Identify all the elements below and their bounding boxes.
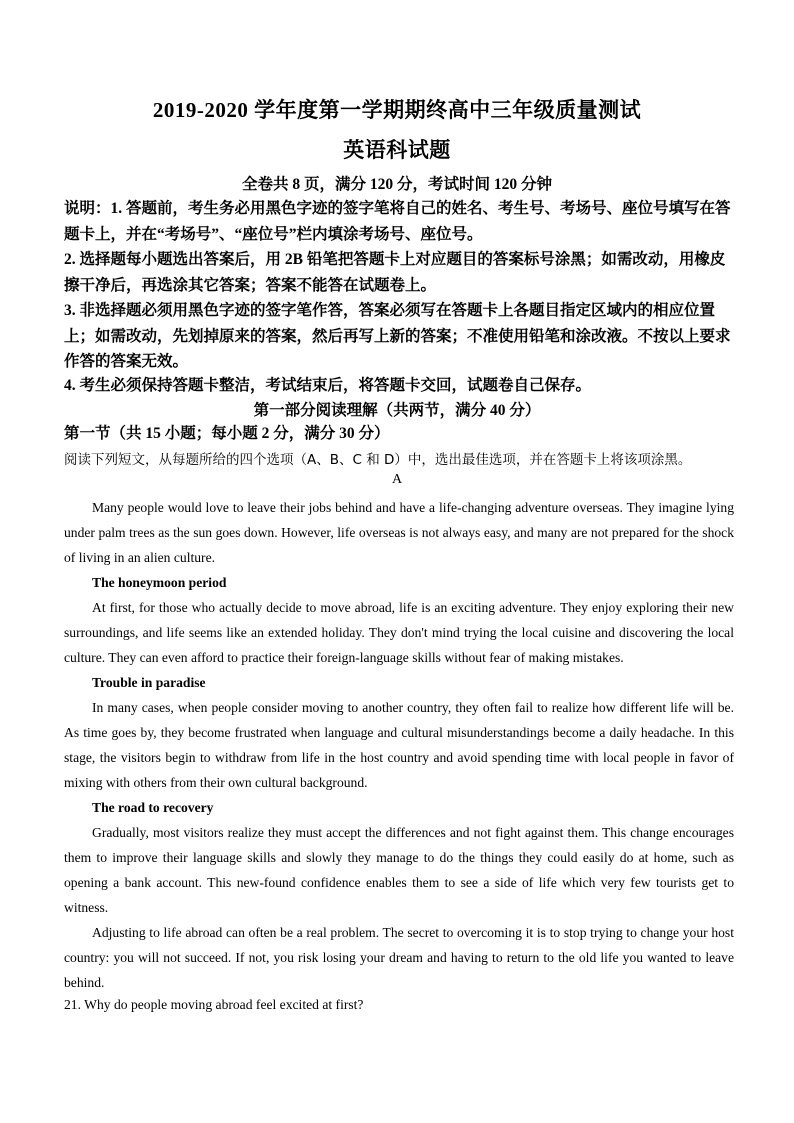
part-title: 第一部分阅读理解（共两节，满分 40 分） bbox=[253, 402, 541, 419]
exam-info: 全卷共 8 页，满分 120 分，考试时间 120 分钟 bbox=[241, 176, 552, 193]
paragraph-trouble: In many cases, when people consider moving to another country, they often fail to realize how different life will be. As time goes by, they become frustrated when language and cultural misunderstandings become a daily headache. In this stage, the visitors begin to withdraw from life in the host country and avoid spending time with local people in favor of mixing with others from their own cultural background. bbox=[64, 700, 734, 790]
paragraph-adjusting: Adjusting to life abroad can often be a real problem. The secret to overcoming it is to stop trying to change your host country: you will not succeed. If not, you risk losing your dream and having to return to the old life you wanted to leave behind. bbox=[64, 925, 734, 990]
passage bbox=[64, 495, 734, 995]
section-title: 第一节（共 15 小题；每小题 2 分，满分 30 分） bbox=[64, 425, 390, 442]
instruction-4: 4. 考生必须保持答题卡整洁，考试结束后，将答题卡交回，试题卷自己保存。 bbox=[64, 377, 592, 394]
question-21: 21. Why do people moving abroad feel excited at first? bbox=[64, 997, 364, 1012]
instruction-1: 说明：1. 答题前，考生务必用黑色字迹的签字笔将自己的姓名、考生号、考场号、座位号填写在答题卡上，并在“考场号”、“座位号”栏内填涂考场号、座位号。 bbox=[64, 200, 731, 243]
passage-label: A bbox=[391, 472, 403, 487]
paragraph-recovery: Gradually, most visitors realize they must accept the differences and not fight against them. This change encourages them to improve their language skills and slowly they manage to do the things they could easily do at home, such as opening a bank account. This new-found confidence enables them to see a side of life which very few tourists get to witness. bbox=[64, 825, 734, 915]
reading-direction: 阅读下列短文，从每题所给的四个选项（A、B、C 和 D）中，选出最佳选项，并在答题卡上将该项涂黑。 bbox=[64, 452, 692, 468]
instruction-3: 3. 非选择题必须用黑色字迹的签字笔作答，答案必须写在答题卡上各题目指定区域内的相应位置上；如需改动，先划掉原来的答案，然后再写上新的答案；不准使用铅笔和涂改液。不按以上要求作答的答案无效。 bbox=[64, 302, 731, 370]
heading-honeymoon: The honeymoon period bbox=[92, 575, 227, 590]
heading-recovery: The road to recovery bbox=[92, 800, 214, 815]
passage-intro: Many people would love to leave their jobs behind and have a life-changing adventure overseas. They imagine lying under palm trees as the sun goes down. However, life overseas is not always easy, and many are not prepared for the shock of living in an alien culture. bbox=[64, 500, 734, 565]
exam-title: 2019-2020 学年度第一学期期终高中三年级质量测试 bbox=[152, 98, 642, 122]
subject-title: 英语科试题 bbox=[343, 138, 451, 162]
heading-trouble: Trouble in paradise bbox=[92, 675, 206, 690]
paragraph-honeymoon: At first, for those who actually decide to move abroad, life is an exciting adventure. They enjoy exploring their new surroundings, and life seems like an extended holiday. They don't mind trying the local cuisine and discovering the local culture. They can even afford to practice their foreign-language skills without fear of making mistakes. bbox=[64, 600, 734, 665]
instruction-2: 2. 选择题每小题选出答案后，用 2B 铅笔把答题卡上对应题目的答案标号涂黑；如需改动，用橡皮擦干净后，再选涂其它答案；答案不能答在试题卷上。 bbox=[64, 251, 726, 294]
